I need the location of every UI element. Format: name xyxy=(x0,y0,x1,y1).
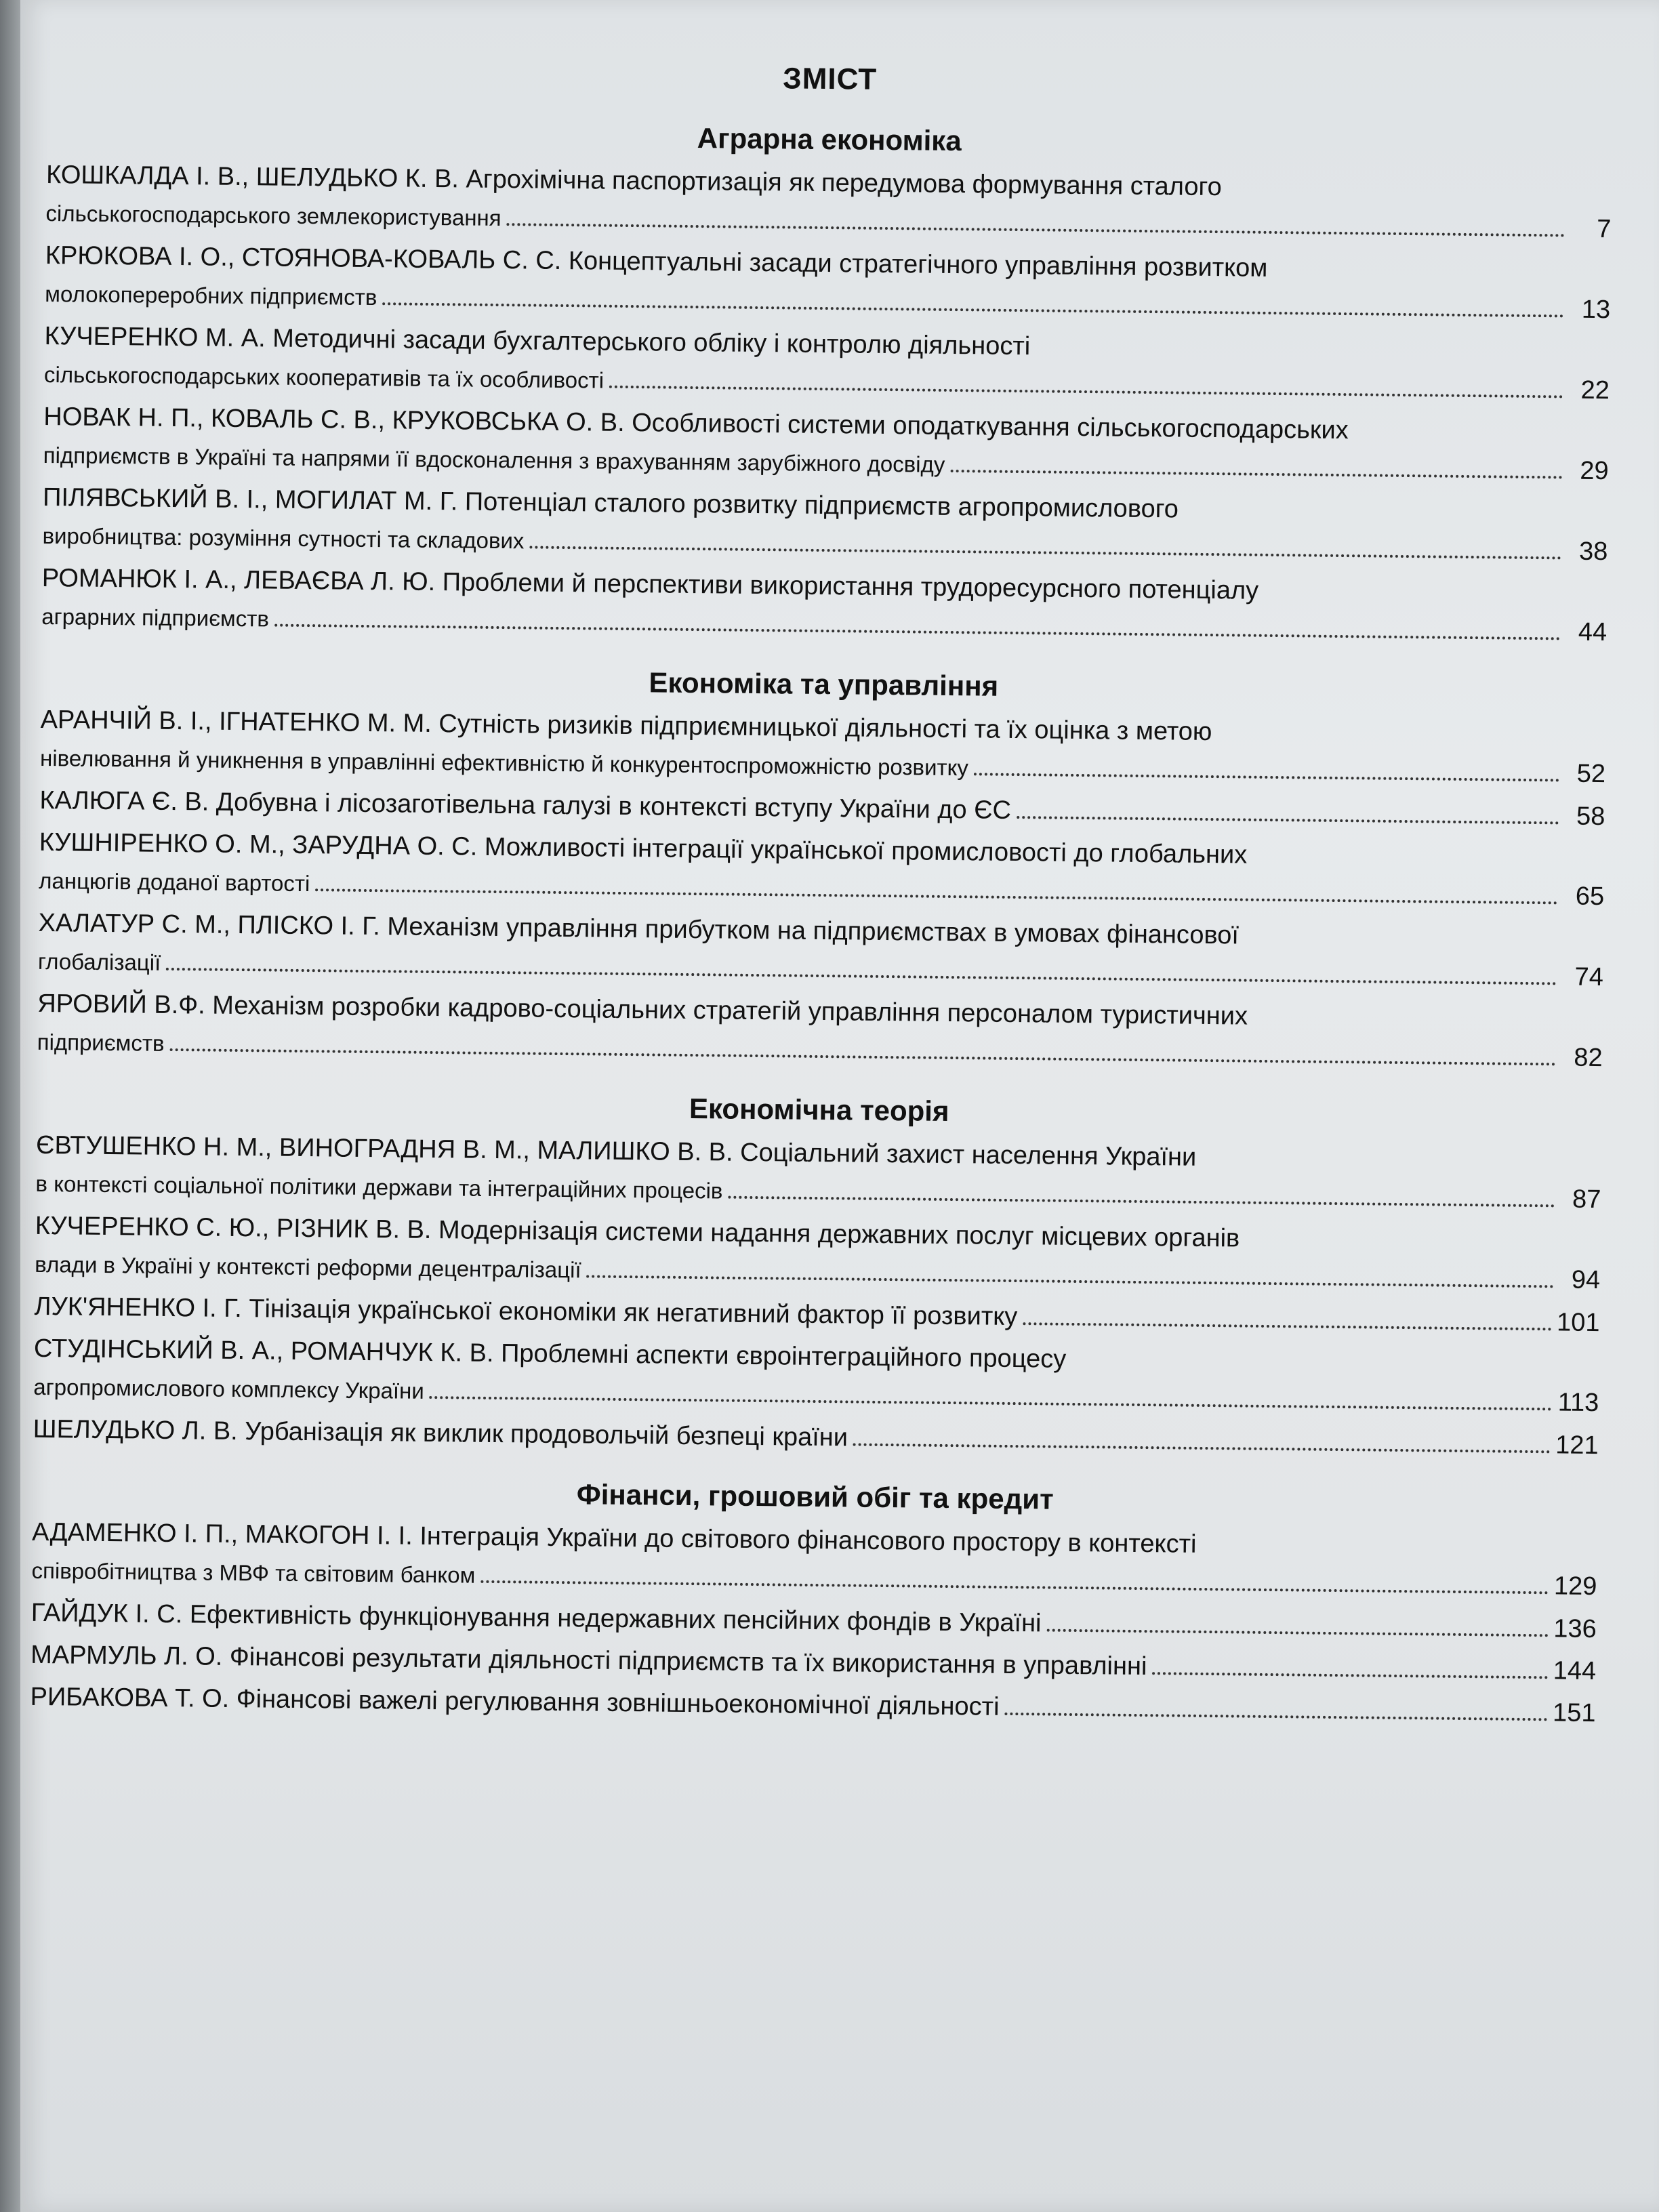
page-number: 74 xyxy=(1574,962,1604,992)
entry-author-title: КАЛЮГА Є. В. Добувна і лісозаготівельна галузі в контексті вступу України до ЄС xyxy=(39,785,1012,825)
binding-shadow xyxy=(0,0,20,2212)
dot-leader xyxy=(382,302,1564,317)
toc-entry xyxy=(44,317,1610,410)
entry-author-title: КУЧЕРЕНКО С. Ю., РІЗНИК В. В. Модернізація системи надання державних послуг місцевих органів xyxy=(35,1211,1240,1253)
toc-sections xyxy=(30,115,1612,1732)
entry-title-continuation: ланцюгів доданої вартості xyxy=(39,867,310,897)
page-number: 44 xyxy=(1578,617,1607,647)
page-title: ЗМІСТ xyxy=(782,62,878,96)
entry-author-title: ЛУК'ЯНЕНКО І. Г. Тінізація української економіки як негативний фактор її розвитку xyxy=(34,1292,1018,1332)
entry-author-title: ГАЙДУК І. С. Ефективність функціонування недержавних пенсійних фондів в Україні xyxy=(30,1598,1042,1638)
toc-entry xyxy=(37,985,1603,1078)
section-title: Економічна теорія xyxy=(689,1092,949,1128)
toc-entry xyxy=(31,1513,1597,1606)
dot-leader xyxy=(974,773,1559,781)
dot-leader xyxy=(1023,1322,1551,1330)
entry-author-title: НОВАК Н. П., КОВАЛЬ С. В., КРУКОВСЬКА О. В. Особливості системи оподаткування сільськогосподарських xyxy=(43,402,1349,445)
page-number: 144 xyxy=(1553,1656,1597,1686)
entry-title-continuation: в контексті соціальної політики держави та інтеграційних процесів xyxy=(35,1170,723,1204)
toc-entry xyxy=(40,701,1606,794)
dot-leader xyxy=(1046,1629,1548,1637)
entry-title-continuation: агропромислового комплексу України xyxy=(33,1374,424,1404)
dot-leader xyxy=(169,1048,1556,1065)
page-number: 151 xyxy=(1552,1698,1596,1728)
page-number: 22 xyxy=(1580,375,1610,405)
page-number: 101 xyxy=(1556,1308,1600,1338)
toc-entry xyxy=(35,1207,1601,1300)
entry-author-title: КОШКАЛДА І. В., ШЕЛУДЬКО К. В. Агрохімічна паспортизація як передумова формування сталого xyxy=(45,160,1222,202)
entry-author-title: РОМАНЮК І. А., ЛЕВАЄВА Л. Ю. Проблеми й перспективи використання трудоресурсного потенціалу xyxy=(41,563,1259,605)
page-number: 136 xyxy=(1553,1614,1597,1644)
dot-leader xyxy=(315,888,1558,904)
entry-title-continuation: нівелювання й уникнення в управлінні ефективністю й конкурентоспроможністю розвитку xyxy=(39,745,969,781)
dot-leader xyxy=(480,1580,1549,1595)
toc-entry xyxy=(38,904,1604,997)
page-number: 13 xyxy=(1581,295,1611,325)
page-number: 121 xyxy=(1555,1431,1599,1460)
toc-entry xyxy=(43,398,1610,491)
page-number: 38 xyxy=(1578,537,1608,567)
entry-title-continuation: молокопереробних підприємств xyxy=(45,281,377,310)
dot-leader xyxy=(853,1443,1550,1454)
page-number: 58 xyxy=(1576,802,1605,832)
entry-author-title: КУШНІРЕНКО О. М., ЗАРУДНА О. С. Можливості інтеграції української промисловості до глобальних xyxy=(39,827,1248,869)
toc-entry xyxy=(41,559,1607,652)
entry-author-title: КРЮКОВА І. О., СТОЯНОВА-КОВАЛЬ С. С. Концептуальні засади стратегічного управління розвитком xyxy=(45,241,1268,283)
dot-leader xyxy=(1152,1672,1547,1679)
section-title: Аграрна економіка xyxy=(697,122,962,157)
dot-leader xyxy=(728,1196,1555,1208)
document-page xyxy=(20,0,1659,2212)
entry-author-title: МАРМУЛЬ Л. О. Фінансові результати діяльності підприємств та їх використання в управлінні xyxy=(30,1640,1147,1681)
dot-leader xyxy=(430,1396,1553,1410)
section-title: Економіка та управління xyxy=(649,666,999,702)
page-number: 65 xyxy=(1575,882,1605,912)
entry-author-title: РИБАКОВА Т. О. Фінансові важелі регулювання зовнішньоекономічної діяльності xyxy=(30,1682,1000,1721)
page-number: 29 xyxy=(1580,456,1609,486)
entry-title-continuation: виробництва: розуміння сутності та складових xyxy=(42,523,525,554)
entry-title-continuation: підприємств в Україні та напрями її вдосконалення з врахуванням зарубіжного досвіду xyxy=(43,442,945,477)
entry-title-continuation: сільськогосподарського землекористування xyxy=(45,200,501,231)
page-number: 82 xyxy=(1574,1043,1603,1073)
toc-entry xyxy=(45,156,1612,249)
dot-leader xyxy=(166,968,1557,985)
entry-title-continuation: співробітництва з МВФ та світовим банком xyxy=(31,1557,476,1588)
entry-author-title: ХАЛАТУР С. М., ПЛІСКО І. Г. Механізм управління прибутком на підприємствах в умовах фінансової xyxy=(38,908,1240,950)
entry-author-title: АДАМЕНКО І. П., МАКОГОН І. І. Інтеграція України до світового фінансового простору в контексті xyxy=(31,1517,1197,1559)
entry-title-continuation: аграрних підприємств xyxy=(41,603,270,632)
entry-author-title: ЄВТУШЕНКО Н. М., ВИНОГРАДНЯ В. М., МАЛИШКО В. В. Соціальний захист населення України xyxy=(35,1130,1197,1172)
toc-entry xyxy=(39,823,1605,916)
section-title: Фінанси, грошовий обіг та кредит xyxy=(576,1478,1054,1515)
page-number: 94 xyxy=(1571,1265,1601,1295)
toc-entry xyxy=(42,478,1608,571)
table-of-contents xyxy=(30,54,1613,1736)
page-number: 87 xyxy=(1572,1185,1601,1214)
entry-title-continuation: сільськогосподарських кооперативів та їх особливості xyxy=(43,361,605,393)
entry-author-title: ШЕЛУДЬКО Л. В. Урбанізація як виклик продовольчій безпеці країни xyxy=(33,1414,848,1452)
entry-author-title: ПІЛЯВСЬКИЙ В. І., МОГИЛАТ М. Г. Потенціал сталого розвитку підприємств агропромислового xyxy=(42,483,1179,524)
entry-author-title: АРАНЧІЙ В. І., ІГНАТЕНКО М. М. Сутність ризиків підприємницької діяльності та їх оцінка з метою xyxy=(40,705,1212,747)
dot-leader xyxy=(274,624,1561,640)
page-number: 7 xyxy=(1597,214,1612,244)
toc-entry xyxy=(35,1126,1601,1219)
dot-leader xyxy=(1017,816,1559,824)
dot-leader xyxy=(507,223,1565,237)
page-number: 129 xyxy=(1553,1572,1597,1601)
entry-author-title: ЯРОВИЙ В.Ф. Механізм розробки кадрово-соціальних стратегій управління персоналом туристичних xyxy=(37,989,1248,1031)
toc-entry xyxy=(45,237,1611,329)
page-number: 113 xyxy=(1557,1388,1599,1418)
entry-author-title: СТУДІНСЬКИЙ В. А., РОМАНЧУК К. В. Проблемні аспекти євроінтеграційного процесу xyxy=(33,1334,1067,1374)
toc-entry xyxy=(33,1330,1599,1422)
dot-leader xyxy=(609,386,1563,398)
page-number: 52 xyxy=(1576,759,1606,789)
entry-author-title: КУЧЕРЕНКО М. А. Методичні засади бухгалтерського обліку і контролю діяльності xyxy=(44,321,1031,361)
entry-title-continuation: глобалізації xyxy=(37,948,161,975)
dot-leader xyxy=(950,470,1562,478)
dot-leader xyxy=(529,546,1561,559)
entry-title-continuation: підприємств xyxy=(37,1029,165,1056)
dot-leader xyxy=(1004,1713,1547,1721)
dot-leader xyxy=(587,1275,1555,1288)
entry-title-continuation: влади в Україні у контексті реформи децентралізації xyxy=(35,1251,581,1283)
